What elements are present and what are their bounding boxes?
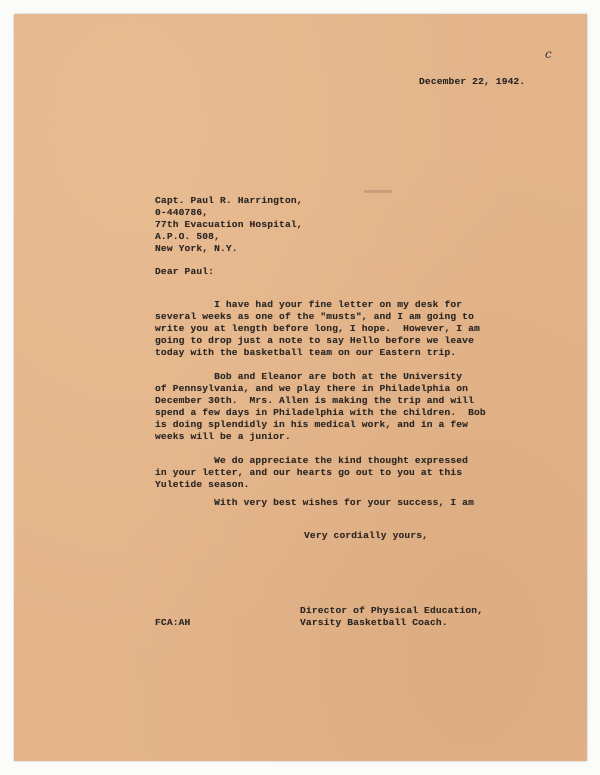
body-line: With very best wishes for your success, I am bbox=[155, 497, 474, 508]
body-line: Yuletide season. bbox=[155, 479, 250, 490]
salutation: Dear Paul: bbox=[155, 266, 215, 277]
body-line: Bob and Eleanor are both at the University bbox=[155, 371, 463, 382]
body-line: weeks will be a junior. bbox=[155, 431, 291, 442]
letter-page bbox=[14, 14, 587, 761]
body-line: in your letter, and our hearts go out to you at this bbox=[155, 467, 463, 478]
body-line: is doing splendidly in his medical work, and in a few bbox=[155, 419, 469, 430]
closing: Very cordially yours, bbox=[304, 530, 429, 541]
body-line: today with the basketball team on our Eastern trip. bbox=[155, 347, 457, 358]
corner-mark: c bbox=[545, 47, 552, 61]
typist-initials: FCA:AH bbox=[155, 617, 191, 628]
body-line: going to drop just a note to say Hello before we leave bbox=[155, 335, 474, 346]
body-line: We do appreciate the kind thought expressed bbox=[155, 455, 469, 466]
address-line: 77th Evacuation Hospital, bbox=[155, 219, 303, 230]
address-line: 0-440786, bbox=[155, 207, 209, 218]
body-line: of Pennsylvania, and we play there in Philadelphia on bbox=[155, 383, 469, 394]
body-line: I have had your fine letter on my desk for bbox=[155, 299, 463, 310]
address-line: A.P.O. 508, bbox=[155, 231, 220, 242]
body-line: write you at length before long, I hope. However, I am bbox=[155, 323, 480, 334]
address-line: Capt. Paul R. Harrington, bbox=[155, 195, 303, 206]
signature-title-line: Varsity Basketball Coach. bbox=[300, 617, 448, 628]
body-line: December 30th. Mrs. Allen is making the trip and will bbox=[155, 395, 474, 406]
address-line: New York, N.Y. bbox=[155, 243, 238, 254]
letter-date: December 22, 1942. bbox=[419, 76, 526, 87]
body-line: several weeks as one of the "musts", and I am going to bbox=[155, 311, 474, 322]
signature-title-line: Director of Physical Education, bbox=[300, 605, 484, 616]
ink-smudge bbox=[364, 190, 392, 193]
body-line: spend a few days in Philadelphia with the children. Bob bbox=[155, 407, 486, 418]
